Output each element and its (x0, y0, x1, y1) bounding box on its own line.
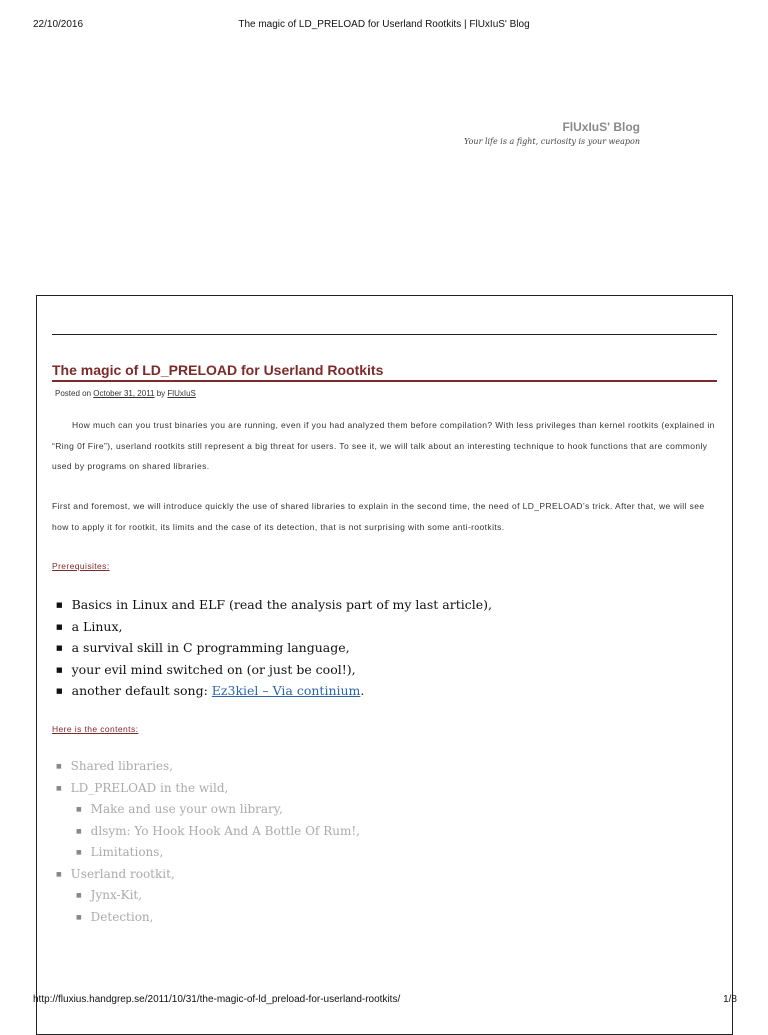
prerequisites-heading (52, 561, 110, 571)
song-link[interactable]: Ez3kiel – Via continium (211, 683, 361, 698)
author-link[interactable]: FlUxIuS (167, 389, 196, 398)
list-item: ■ a Linux, (56, 616, 492, 638)
list-item: ■ Basics in Linux and ELF (read the analysis part of my last article), (56, 594, 492, 616)
toc-subitem[interactable]: ■ Detection, (56, 907, 360, 929)
post-content-box (36, 295, 733, 1035)
list-item: ■ your evil mind switched on (or just be cool!), (56, 659, 492, 681)
toc-item[interactable]: ■ Shared libraries, (56, 756, 360, 778)
toc-subitem[interactable]: ■ Make and use your own library, (56, 799, 360, 821)
contents-link[interactable]: Here is the contents: (52, 724, 139, 734)
print-url: http://fluxius.handgrep.se/2011/10/31/the-magic-of-ld_preload-for-userland-rootkits/ (33, 994, 401, 1005)
intro-paragraph: How much can you trust binaries you are running, even if you had analyzed them before compilation? With less privileges than kernel rootkits (explained in “Ring 0f Fire”), userland rootkits still represent a big threat for users. To see it, we will talk about an interesting technique to hook functions that are commonly used by programs on shared libraries. (52, 420, 715, 471)
table-of-contents (56, 756, 360, 928)
prerequisites-colon: : (106, 561, 110, 571)
list-item (56, 680, 492, 702)
posted-on-label: Posted on (55, 389, 92, 398)
toc-subitem[interactable]: ■ Jynx-Kit, (56, 885, 360, 907)
blog-tagline: Your life is a fight, curiosity is your weapon (464, 137, 640, 146)
prerequisites-link[interactable]: Prerequisites (52, 561, 107, 571)
post-date-link[interactable]: October 31, 2011 (93, 389, 155, 398)
overview-paragraph: First and foremost, we will introduce quickly the use of shared libraries to explain in the second time, the need of LD_PRELOAD’s trick. After that, we will see how to apply it for rootkit, its limits and the case of its detection, that is not surprising with some anti-rootkits. (52, 501, 705, 532)
prerequisites-list (56, 594, 492, 702)
print-page-title: The magic of LD_PRELOAD for Userland Rootkits | FlUxIuS' Blog (238, 19, 530, 30)
print-page-number: 1/8 (723, 994, 737, 1005)
toc-item[interactable]: ■ Userland rootkit, (56, 864, 360, 886)
title-underline (52, 380, 717, 382)
toc-item[interactable]: ■ LD_PRELOAD in the wild, (56, 778, 360, 800)
post-title[interactable]: The magic of LD_PRELOAD for Userland Rootkits (52, 362, 384, 378)
toc-subitem[interactable]: ■ dlsym: Yo Hook Hook And A Bottle Of Rum!, (56, 821, 360, 843)
top-divider (52, 334, 717, 335)
song-prefix: another default song: (71, 683, 212, 698)
blog-name[interactable]: FlUxIuS' Blog (562, 120, 640, 134)
song-suffix: . (360, 683, 365, 698)
toc-subitem[interactable]: ■ Limitations, (56, 842, 360, 864)
list-item: ■ a survival skill in C programming language, (56, 637, 492, 659)
print-date: 22/10/2016 (33, 19, 84, 30)
by-label: by (156, 389, 166, 398)
post-byline (55, 389, 196, 398)
